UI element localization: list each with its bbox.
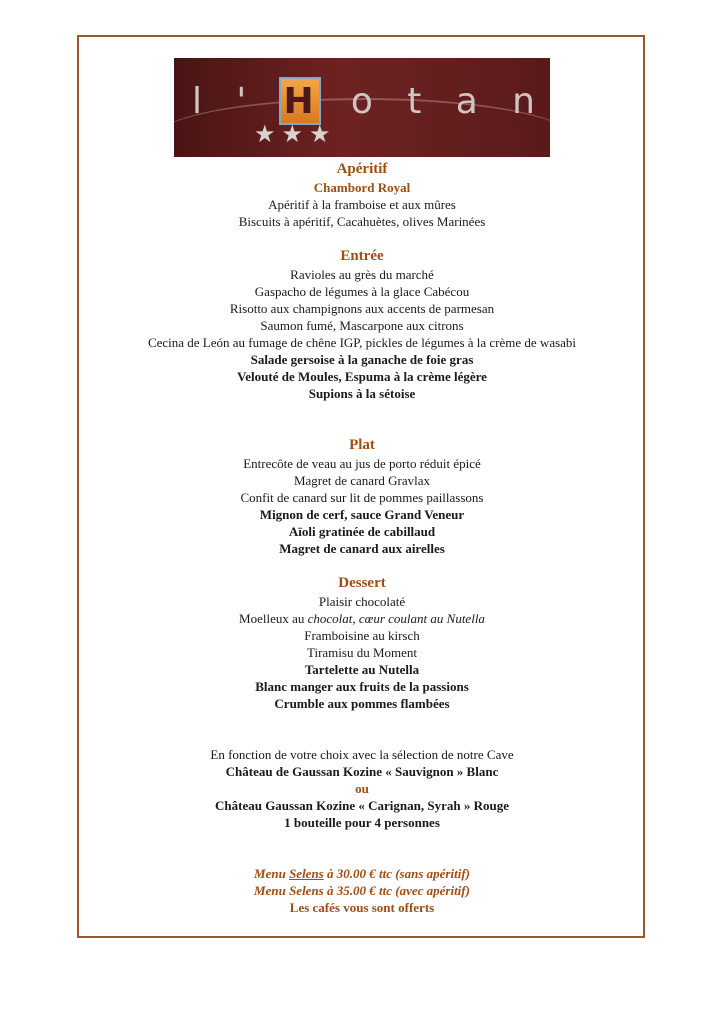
menu-line: Saumon fumé, Mascarpone aux citrons [260, 318, 464, 333]
logo-wordmark [192, 76, 537, 126]
section-title-dessert: Dessert [338, 575, 386, 591]
menu-line: Cecina de León au fumage de chêne IGP, pickles de légumes à la crème de wasabi [147, 335, 577, 350]
wine-or: ou [355, 781, 369, 796]
wine-choice-2: Château Gaussan Kozine « Carignan, Syrah » Rouge [215, 798, 509, 813]
coffee-note: Les cafés vous sont offerts [289, 900, 435, 915]
menu-line-bold: Blanc manger aux fruits de la passions [255, 679, 469, 694]
section-title-entree: Entrée [340, 248, 384, 264]
menu-line-bold: Magret de canard aux airelles [279, 541, 445, 556]
moelleux-italic: chocolat, cœur coulant au Nutella [307, 611, 485, 626]
section-title-aperitif: Apéritif [336, 161, 388, 177]
menu-line-bold: Supions à la sétoise [308, 386, 416, 401]
hotel-logo [174, 58, 550, 157]
menu-line: Risotto aux champignons aux accents de parmesan [229, 301, 495, 316]
menu-content [80, 160, 644, 916]
menu-line-moelleux [80, 610, 644, 627]
menu-line-bold: Aïoli gratinée de cabillaud [288, 524, 436, 539]
logo-letter: l [192, 80, 205, 122]
menu-price-1 [80, 865, 644, 882]
menu-line: Apéritif à la framboise et aux mûres [268, 197, 456, 212]
menu-line: Confit de canard sur lit de pommes paillassons [240, 490, 484, 505]
logo-letter: o [350, 80, 375, 122]
menu-line: Magret de canard Gravlax [293, 473, 431, 488]
logo-letter-h: H [281, 79, 319, 123]
logo-letter: ' [236, 80, 249, 122]
menu-line: Ravioles au grès du marché [290, 267, 434, 282]
menu-line: Biscuits à apéritif, Cacahuètes, olives Marinées [238, 214, 486, 229]
menu-line-bold: Crumble aux pommes flambées [274, 696, 450, 711]
menu-line-bold: Mignon de cerf, sauce Grand Veneur [259, 507, 465, 522]
wine-bottle: 1 bouteille pour 4 personnes [284, 815, 440, 830]
menu-price-1-prefix: Menu [254, 866, 290, 881]
menu-line: Framboisine au kirsch [304, 628, 420, 643]
section-title-plat: Plat [349, 437, 375, 453]
wine-choice-1: Château de Gaussan Kozine « Sauvignon » Blanc [225, 764, 499, 779]
star-rating-icon: ★★★ [254, 120, 337, 148]
menu-price-1-name: Selens [289, 866, 324, 881]
menu-line: Entrecôte de veau au jus de porto réduit épicé [243, 456, 481, 471]
menu-line: Plaisir chocolaté [318, 594, 406, 609]
logo-letter: t [407, 80, 424, 122]
aperitif-name: Chambord Royal [313, 180, 411, 195]
wine-intro: En fonction de votre choix avec la sélection de notre Cave [210, 747, 514, 762]
menu-price-1-rest: à 30.00 € ttc (sans apéritif) [323, 866, 470, 881]
logo-letter: n [512, 80, 537, 122]
menu-price-2: Menu Selens à 35.00 € ttc (avec apéritif) [254, 883, 470, 898]
logo-letter: a [455, 80, 480, 122]
menu-line-bold: Salade gersoise à la ganache de foie gras [250, 352, 474, 367]
menu-line-bold: Tartelette au Nutella [304, 662, 420, 677]
menu-line: Tiramisu du Moment [306, 645, 418, 660]
menu-line: Gaspacho de légumes à la glace Cabécou [254, 284, 470, 299]
menu-line-bold: Velouté de Moules, Espuma à la crème légère [237, 369, 487, 384]
moelleux-prefix: Moelleux au [239, 611, 308, 626]
